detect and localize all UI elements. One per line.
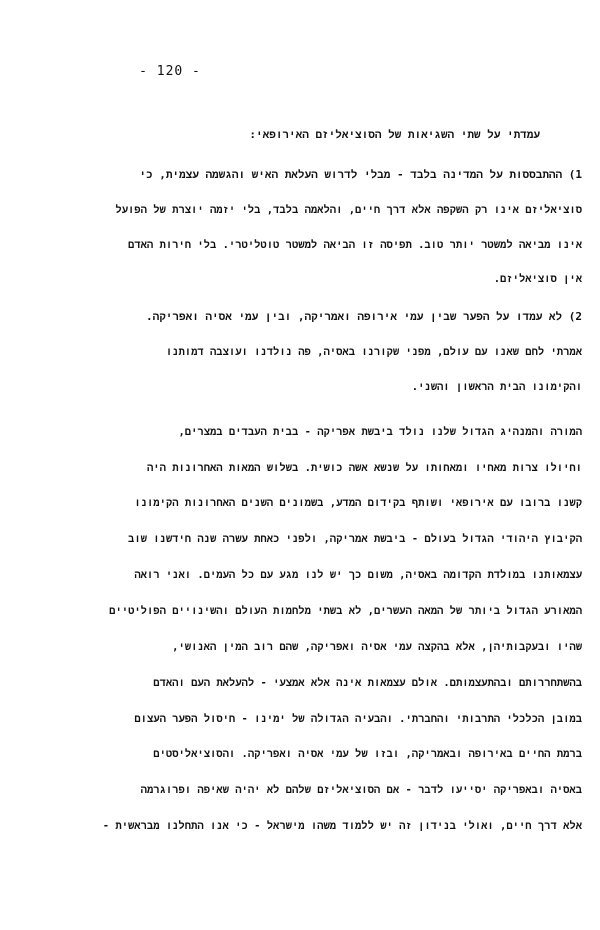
page-number: - 120 - (139, 64, 201, 79)
text-line: 1) ההתבססות על המדינה בלבד - מבלי לדרוש העלאת האיש והגשמה עצמית, כי (139, 168, 582, 181)
text-line: שהיו ובעקבותיהן, אלא בהקצה עמי אסיה ואפריקה, שהם רוב המין האנושי, (172, 641, 582, 653)
text-line: ברמת החיים באירופה ובאמריקה, ובזו של עמי אסיה ואפריקה. והסוציאליסטים (153, 748, 582, 760)
text-line: המאורע הגדול ביותר של המאה העשרים, לא בשתי מלחמות העולם והשינויים הפוליטיים (109, 605, 582, 617)
text-line: בהשתחררותם ובהתעצמותם. אולם עצמאות אינה אלא אמצעי - להעלאת העם והאדם (153, 677, 582, 689)
text-line: והקימונו הבית הראשון והשני. (411, 381, 582, 393)
text-line: המורה והמנהיג הגדול שלנו נולד ביבשת אפריקה - בבית העבדים במצרים, (178, 426, 582, 438)
text-line: עצמאותנו במולדת הקדומה באסיה, משום כך יש לנו מגע עם כל העמים. ואני רואה (134, 569, 582, 581)
text-line: קשנו ברובו עם אירופאי ושותף בקידום המדע, בשמונים השנים האחרונות הקימונו (134, 497, 582, 509)
text-line: אין סוציאליזם. (493, 273, 582, 285)
text-line: באסיה ובאפריקה יסייעו לדבר - אם הסוציאליזם שלהם לא יהיה שאיפה ופרוגרמה (140, 784, 582, 796)
text-line: וחיולו צרות מאחיו ומאחותו על שנשא אשה כושית. בשלוש המאות האחרונות היה (146, 462, 582, 474)
text-line: 2) לא עמדו על הפער שבין עמי אירופה ואמריקה, ובין עמי אסיה ואפריקה. (145, 310, 582, 323)
text-line: סוציאליזם אינו רק השקפה אלא דרך חיים, והלאמה בלבד, בלי יזמה יוצרת של הפועל (115, 204, 582, 216)
section-heading: עמדתי על שתי השגיאות של הסוציאליזם האירופאי: (249, 128, 540, 141)
text-line: אינו מביאה למשטר יותר טוב. תפיסה זו הביאה למשטר טוטליטרי. בלי חירות האדם (128, 239, 582, 251)
text-line: במובן הכלכלי התרבותי והחברתי. והבעיה הגדולה של ימינו - חיסול הפער העצום (134, 713, 582, 725)
text-line: אלא דרך חיים, ואולי בנידון זה יש ללמוד משהו מישראל - כי אנו התחלנו מבראשית - (102, 820, 582, 832)
text-line: אמרתי לחם שאנו עם עולם, מפני שקורנו באסיה, פה נולדנו ועוצבה דמותנו (165, 346, 582, 358)
text-line: הקיבוץ היהודי הגדול בעולם - ביבשת אמריקה, ולפני כאחת עשרה שנה חידשנו שוב (128, 533, 582, 545)
